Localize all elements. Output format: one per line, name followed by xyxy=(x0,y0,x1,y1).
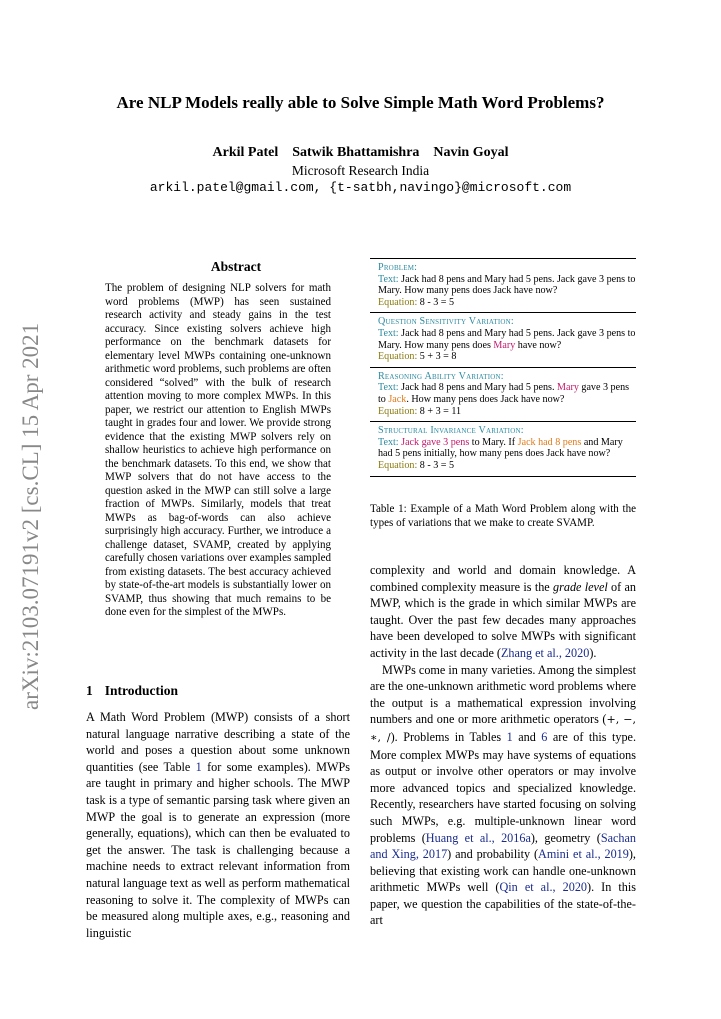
block-heading: Question Sensitivity Variation: xyxy=(378,316,514,328)
block-heading: Problem: xyxy=(378,262,418,273)
block-text: Text: Jack had 8 pens and Mary had 5 pens. Jack gave 3 pens to Mary. How many pens does Mary have now? xyxy=(378,327,636,351)
block-equation: Equation: 5 + 3 = 8 xyxy=(378,351,457,363)
block-heading: Structural Invariance Variation: xyxy=(378,425,524,437)
author-name: Arkil Patel xyxy=(212,145,279,160)
table-rule xyxy=(370,476,636,477)
paragraph: complexity and world and domain knowledge. A combined complexity measure is the grade level of an MWP, which is the grade in which similar MWPs are taught. Over the past few decades many approaches have been developed to solve MWPs with significant activity in the last decade (Zhang et al., 2020). xyxy=(370,563,637,660)
section-heading xyxy=(86,683,178,699)
paragraph: MWPs come in many varieties. Among the simplest are the one-unknown arithmetic word problems where the output is a mathematical expression involving numbers and one or more arithmetic operators (+, −, ∗, /). Problems in Tables 1 and 6 are of this type. More complex MWPs may have systems of equations as output or involve other operators or may involve more advanced topics and specialized knowledge. Recently, researchers have started focusing on solving such MWPs, e.g. multiple-unknown linear word problems (Huang et al., 2016a), geometry (Sachan and Xing, 2017) and probability (Amini et al., 2019), believing that existing work can handle one-unknown arithmetic MWPs well (Qin et al., 2020). In this paper, we question the capabilities of the state-of-the-art xyxy=(370,662,637,928)
block-equation: Equation: 8 - 3 = 5 xyxy=(378,459,455,471)
block-heading: Reasoning Ability Variation: xyxy=(378,370,504,382)
table-caption: Table 1: Example of a Math Word Problem along with the types of variations that we make to create SVAMP. xyxy=(370,503,636,529)
citation-link[interactable]: Amini et al., 2019 xyxy=(538,847,629,862)
section-title: Introduction xyxy=(104,683,179,698)
author-emails: arkil.patel@gmail.com, {t-satbh,navingo}@microsoft.com xyxy=(149,180,572,195)
abstract-heading: Abstract xyxy=(210,259,262,274)
table-block-problem xyxy=(370,259,636,312)
affiliation: Microsoft Research India xyxy=(291,163,430,178)
right-column-text xyxy=(370,562,636,929)
author-name: Satwik Bhattamishra xyxy=(292,145,420,160)
block-text: Text: Jack had 8 pens and Mary had 5 pens. Mary gave 3 pens to Jack. How many pens does Jack have now? xyxy=(378,382,630,405)
table-reference-link[interactable]: 1 xyxy=(506,729,513,744)
author-list xyxy=(0,145,721,161)
block-equation: Equation: 8 - 3 = 5 xyxy=(378,296,455,308)
table-reference-link[interactable]: 6 xyxy=(541,729,548,744)
abstract-text: The problem of designing NLP solvers for math word problems (MWP) has seen sustained research activity and steady gains in the test accuracy. Since existing solvers achieve high performance on the benchmark datasets for elementary level MWPs containing one-unknown arithmetic word problems, such problems are often considered “solved” with the bulk of research attention moving to more complex MWPs. In this paper, we restrict our attention to English MWPs taught in grades four and lower. We provide strong evidence that the existing MWP solvers rely on shallow heuristics to achieve high performance on the benchmark datasets. To this end, we show that MWP solvers that do not have access to the question asked in the MWP can still solve a large fraction of MWPs. Similarly, models that treat MWPs as bag-of-words can also achieve surprisingly high accuracy. Further, we introduce a challenge dataset, SVAMP, created by applying carefully chosen variations over examples sampled from existing datasets. The best accuracy achieved by state-of-the-art models is substantially lower on SVAMP, thus showing that much remains to be done even for the simplest of the MWPs. xyxy=(105,282,331,618)
block-text: Text: Jack gave 3 pens to Mary. If Jack had 8 pens and Mary had 5 pens initially, how many pens does Jack have now? xyxy=(378,436,623,460)
table-block-question-sensitivity xyxy=(370,313,636,366)
intro-paragraph: A Math Word Problem (MWP) consists of a short natural language narrative describing a state of the world and poses a question about some unknown quantities (see Table 1 for some examples). MWPs are taught in primary and higher schools. The MWP task is a type of semantic parsing task where given an MWP the goal is to generate an expression (more generally, equations), which can then be evaluated to get the answer. The task is challenging because a machine needs to extract relevant information from natural language text as well as perform mathematical reasoning to solve it. The complexity of MWPs can be measured along multiple axes, e.g., reasoning and linguistic xyxy=(86,710,350,940)
section-number: 1 xyxy=(86,683,93,698)
paper-title: Are NLP Models really able to Solve Simple Math Word Problems? xyxy=(116,93,605,112)
table-block-structural-invariance xyxy=(370,422,636,475)
block-equation: Equation: 8 + 3 = 11 xyxy=(378,405,462,417)
citation-link[interactable]: Sachan and Xing, 2017 xyxy=(370,830,637,862)
citation-link[interactable]: Qin et al., 2020 xyxy=(499,880,588,895)
block-text: Text: Jack had 8 pens and Mary had 5 pens. Jack gave 3 pens to Mary. How many pens does Jack have now? xyxy=(378,273,636,297)
citation-link[interactable]: Zhang et al., 2020 xyxy=(500,645,590,660)
author-name: Navin Goyal xyxy=(433,145,509,160)
citation-link[interactable]: Huang et al., 2016a xyxy=(425,830,531,845)
arxiv-stamp: arXiv:2103.07191v2 [cs.CL] 15 Apr 2021 xyxy=(18,322,43,710)
table-block-reasoning-ability xyxy=(370,368,636,421)
table-reference-link[interactable]: 1 xyxy=(195,759,202,774)
table-1 xyxy=(370,258,636,477)
